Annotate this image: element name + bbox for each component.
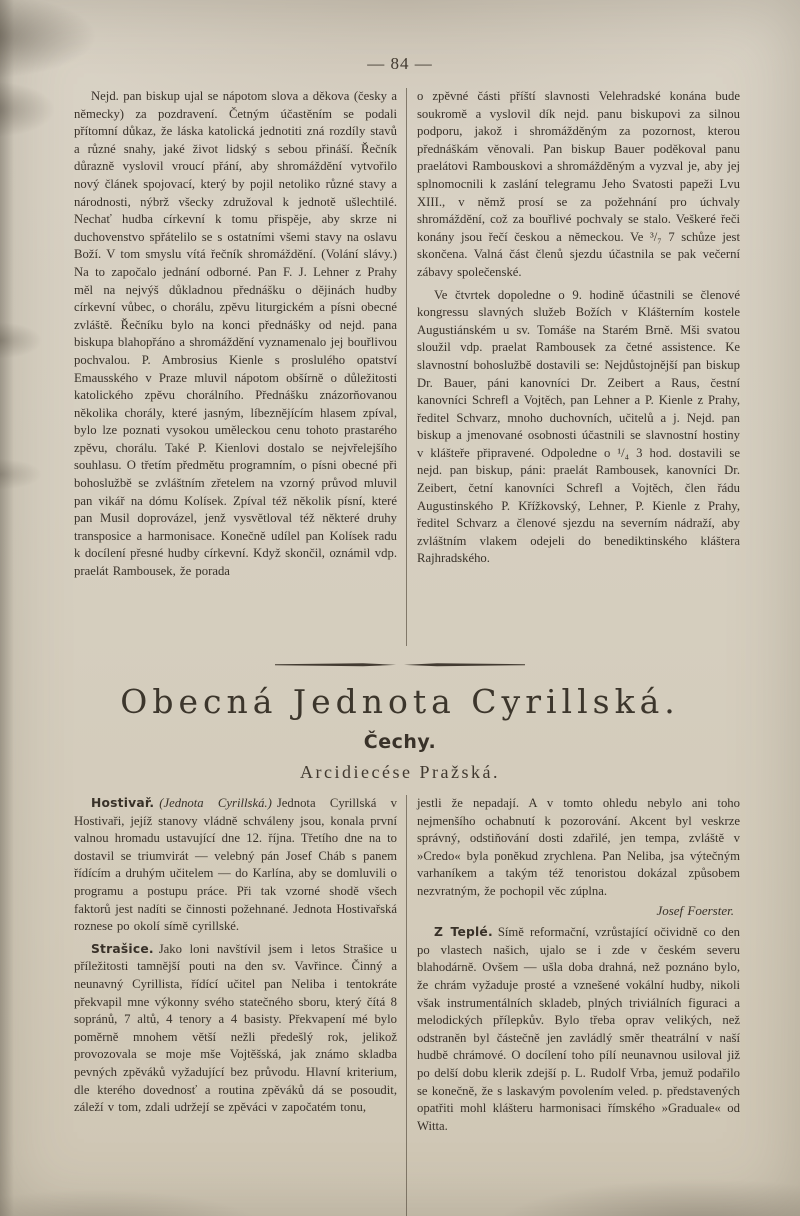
report-z-teple [417, 924, 740, 1135]
top-right-column [406, 88, 740, 646]
tepla-report-text: Símě reformační, vzrůstající očividně co den po vlastech našich, ujalo se i zde v českém severu blahodárně. Ovšem — ušla doba drahná, než poznáno bylo, že chrám vyžaduje prosté a vznešené vokální hudby, nikoli však instrumentálních skladeb, plných triviálních figuraci a melodických přílepkův. Bylo třeba oprav velikých, než odstraněn byl částečně jen zavládlý směr theatrální v naší hudbě chrámové. O docílení toho pílí neunavnou usiloval již po delší dobu klerik zdejší p. L. Rudolf Vrba, jemuž podařilo se konečně, že s laskavým povolením veled. p. představených opatřiti mohl klášteru harmonisaci římského »Graduale« od Witta. [417, 925, 740, 1133]
congress-report-paragraph: Nejd. pan biskup ujal se nápotom slova a děkova (česky a německy) za pozdravení. Četným účastěním se podali přítomní důkaz, že láska katolická jednotiti zná rozdíly stavů a různé snahy, jaké život lidský s sebou přináší. Řečník důrazně vyslovil vroucí přání, aby shromáždění vytvořilo nový článek spojovací, který by pojil netoliko různé stavy a národnosti, nýbrž všecky združoval k jednotě ušlechtilé. Nechať hudba církevní k tomu přispěje, aby skrze ni duchovenstvo spřátelilo se s ostatními všemi stavy na oslavu Boží. V tom smyslu vítá řečník shromáždění. (Volání slávy.) Na to započalo jednání odborné. Pan F. J. Lehner z Prahy měl na nejvýš důkladnou přednášku o dějinách hudby církevní vůbec, o chorálu, zpěvu liturgickém a písni obecné zvláště. Řečníku bylo na konci přednášky od nejd. pana biskupa blahopřáno a shromáždění vyznamenalo jej bouřlivou pochvalou. P. Ambrosius Kienle s proslulého opatství Emausského v Praze mluvil nápotom obšírně o důležitosti katolického zpěvu chorálního. Přednášku znázorňovanou několika chorály, které jasným, líbeznějícím hlasem zpíval, bylo lze poznati vysokou uměleckou cenu tohoto prastarého zpěvu, chorálu. Také P. Kienlovi dostalo se nejvřelejšího souhlasu. O třetím předmětu programním, o písni obecné při bohoslužbě se zvláštním zřetelem na vzorný průvod mluvil pan vikář na dómu Kolísek. Zpíval též několik písní, které pan Musil doprovázel, jenž vysvětloval též některé druhy transposice a harmonisace. Konečně udílel pan Kolísek radu k docílení přesné hudby církevní. Když skončil, oznámil vdp. praelát Rambousek, že porada [74, 89, 397, 579]
region-heading: Čechy. [363, 731, 437, 753]
bottom-right-column [406, 795, 740, 1216]
hostivar-report-text: Jednota Cyrillská v Hostivaři, jejíž stanovy vládně schváleny jsou, konala první valnou hromadu ustavující dne 12. října. Třetího dne na to dostavil se triumvirát — velebný pán Josef Cháb s panem řídícím a druhým učitelem — do Karlína, aby se domluvili o programu a postupu práce. Při tak vzorné shodě všech faktorů jest nadíti se činnosti požehnané. Jednota Hostivařská roznese po okolí símě cyrillské. [74, 796, 397, 934]
report-hostivar [74, 795, 397, 936]
thursday-report-paragraph: Ve čtvrtek dopoledne o 9. hodině účastnili se členové kongressu slavných služeb Božích v Klášterním kostele Augustiánském u sv. Tomáše na Starém Brně. Mši svatou sloužil vdp. praelat Rambousek za četné assistence. Ke slavnostní bohoslužbě dostavili se: Nejdůstojnější pan biskup Dr. Bauer, páni kanovníci Dr. Zeibert a Raus, čestní kanovníci Schrefl a Vojtěch, pan Lehner a P. Kienle z Prahy, ředitel Schvarz, mnoho duchovních, učitelů a j. Nejd. pan biskup a jmenované osobnosti účastnili se slavnostní hostiny v klášteře připravené. Odpoledne o ¹/₄ 3 hod. dostavili se nejd. pan biskup, páni: praelát Rambousek, kanovníci Dr. Zeibert, četní kanovníci Schrefl a Vojtěch, člen řádu Augustinského P. Křížkovský, Lehner, P. Kienle z Prahy, ředitel Schvarz a členové sjezdu na severním nádraží, aby zvláštním vlakem odejeli do benediktinského kláštera Rajhradského. [417, 287, 740, 566]
tapered-rule-icon [275, 660, 525, 670]
page-number [0, 0, 800, 74]
page-number-text: — 84 — [367, 54, 433, 73]
hostivar-society-name: (Jednota Cyrillská.) [159, 796, 272, 810]
top-section [74, 88, 740, 646]
bottom-left-column [74, 795, 406, 1216]
signature-josef-foerster: Josef Foerster. [656, 902, 734, 918]
bottom-section [74, 795, 740, 1216]
hostivar-location-lead: Hostivař. [91, 796, 155, 810]
diocese-heading: Arcidiecése Pražská. [300, 762, 500, 782]
section-divider-ornament [0, 660, 800, 670]
top-left-column [74, 88, 406, 646]
strasice-location-lead: Strašice. [91, 941, 154, 956]
report-strasice-continuation: jestli že nepadají. A v tomto ohledu nebylo ani toho nejmenšího ochabnutí k pozorování. Akcent byl veskrze správný, odstiňování dosti zdařilé, jen tempa, zvláště v »Credo« byla poněkud zrychlena. Pan Neliba, jsa výtečným varhaníkem a takým též tenoristou dokázal způsobem nezvratným, že pochopil věc zúplna. [417, 796, 740, 898]
congress-report-continuation: o zpěvné části příští slavnosti Velehradské konána bude soukromě a vyslovil dík nejd. panu biskupovi za silnou podporu, jakož i shromážděným za pozornost, kterou přednáškám věnovali. Pan biskup Bauer poděkoval panu praelátovi Rambouskovi a shromážděným a vyzval je, aby jej splnomocnili k zaslání telegramu Jeho Svatosti papeži Lvu XIII., v němž prosí se za požehnání pro úchvaly shromáždění, což za bouřlivé pochvaly se stalo. Veškeré řeči konány jsou řečí českou a německou. Ve ³/₇ 7 schůze jest skončena. Valná část členů sjezdu účastnila se pak večerní zábavy společenské. [417, 89, 740, 279]
tepla-location-lead: Z Teplé. [434, 925, 493, 940]
strasice-report-text: Jako loni navštívil jsem i letos Strašice u příležitosti tamnější pouti na den sv. Vavřince. Činný a neunavný Cyrillista, řídící učitel pan Neliba i tentokráte překvapil mne výkonny svého statečného sboru, který čítá 8 sopránů, 7 altů, 4 tenory a 4 basisty. Překvapení mé bylo poměrně mnohem větší nežli předešlý rok, jelikož provozovala se moje mše Vojtěšská, jak známo skladba pevných zpěváků vyžadující bez průvodu. Hlavní kriterium, dle kterého dovednosť a routina zpěváků dá se posoudit, záleží v tom, zdali udržejí se zpěváci v započatém tonu, [74, 941, 397, 1115]
section-title: Obecná Jednota Cyrillská. [120, 682, 680, 721]
report-strasice [74, 941, 397, 1117]
